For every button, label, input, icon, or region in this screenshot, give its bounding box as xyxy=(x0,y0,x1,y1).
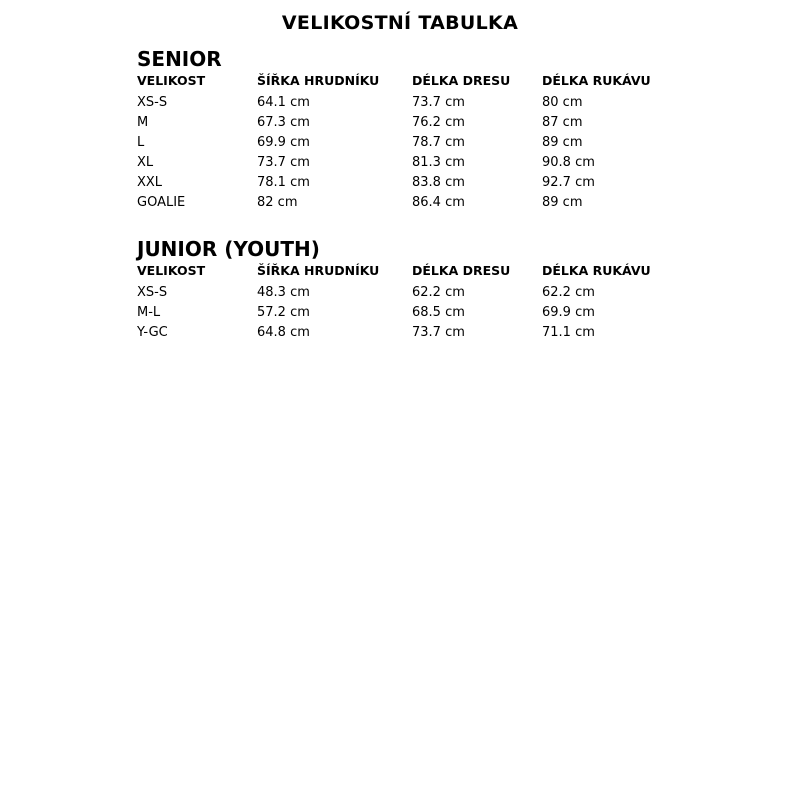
table-row xyxy=(137,172,687,192)
column-header-size: VELIKOST xyxy=(137,72,206,88)
senior-size-table xyxy=(137,71,687,212)
column-header-jersey-length: DÉLKA DRESU xyxy=(412,262,511,278)
column-header-jersey-length: DÉLKA DRESU xyxy=(412,72,511,88)
column-header-size: VELIKOST xyxy=(137,262,206,278)
size-label-cell: Y-GC xyxy=(137,324,168,340)
column-header-chest-width: ŠÍŘKA HRUDNÍKU xyxy=(257,72,380,88)
size-label-cell: M xyxy=(137,114,149,130)
sleeve-length-cell: 69.9 cm xyxy=(542,304,595,320)
junior-header-row xyxy=(137,261,687,282)
size-label-cell: GOALIE xyxy=(137,194,186,210)
sleeve-length-cell: 62.2 cm xyxy=(542,284,595,300)
chest-width-cell: 48.3 cm xyxy=(257,284,310,300)
jersey-length-cell: 81.3 cm xyxy=(412,154,465,170)
jersey-length-cell: 86.4 cm xyxy=(412,194,465,210)
sleeve-length-cell: 90.8 cm xyxy=(542,154,595,170)
sleeve-length-cell: 89 cm xyxy=(542,134,583,150)
jersey-length-cell: 73.7 cm xyxy=(412,94,465,110)
table-row xyxy=(137,282,687,302)
sleeve-length-cell: 71.1 cm xyxy=(542,324,595,340)
table-row xyxy=(137,302,687,322)
size-label-cell: XS-S xyxy=(137,284,168,300)
jersey-length-cell: 68.5 cm xyxy=(412,304,465,320)
sleeve-length-cell: 92.7 cm xyxy=(542,174,595,190)
chest-width-cell: 64.1 cm xyxy=(257,94,310,110)
table-row xyxy=(137,92,687,112)
page-title: VELIKOSTNÍ TABULKA xyxy=(281,12,519,34)
table-row xyxy=(137,112,687,132)
size-label-cell: XS-S xyxy=(137,94,168,110)
junior-size-table xyxy=(137,261,687,342)
chest-width-cell: 73.7 cm xyxy=(257,154,310,170)
section-senior xyxy=(137,49,700,212)
size-label-cell: L xyxy=(137,134,145,150)
jersey-length-cell: 73.7 cm xyxy=(412,324,465,340)
chest-width-cell: 64.8 cm xyxy=(257,324,310,340)
table-row xyxy=(137,132,687,152)
junior-section-heading: JUNIOR (YOUTH) xyxy=(137,237,320,261)
chest-width-cell: 78.1 cm xyxy=(257,174,310,190)
jersey-length-cell: 62.2 cm xyxy=(412,284,465,300)
sleeve-length-cell: 89 cm xyxy=(542,194,583,210)
size-tables-container xyxy=(137,49,700,342)
chest-width-cell: 69.9 cm xyxy=(257,134,310,150)
chest-width-cell: 57.2 cm xyxy=(257,304,310,320)
column-header-chest-width: ŠÍŘKA HRUDNÍKU xyxy=(257,262,380,278)
jersey-length-cell: 83.8 cm xyxy=(412,174,465,190)
size-label-cell: XL xyxy=(137,154,154,170)
size-label-cell: XXL xyxy=(137,174,163,190)
jersey-length-cell: 78.7 cm xyxy=(412,134,465,150)
sleeve-length-cell: 80 cm xyxy=(542,94,583,110)
table-row xyxy=(137,152,687,172)
chest-width-cell: 82 cm xyxy=(257,194,298,210)
jersey-length-cell: 76.2 cm xyxy=(412,114,465,130)
chest-width-cell: 67.3 cm xyxy=(257,114,310,130)
senior-section-heading: SENIOR xyxy=(137,47,222,71)
size-label-cell: M-L xyxy=(137,304,161,320)
column-header-sleeve-length: DÉLKA RUKÁVU xyxy=(542,72,651,88)
table-row xyxy=(137,322,687,342)
table-row xyxy=(137,192,687,212)
sleeve-length-cell: 87 cm xyxy=(542,114,583,130)
senior-header-row xyxy=(137,71,687,92)
section-junior xyxy=(137,239,700,342)
column-header-sleeve-length: DÉLKA RUKÁVU xyxy=(542,262,651,278)
